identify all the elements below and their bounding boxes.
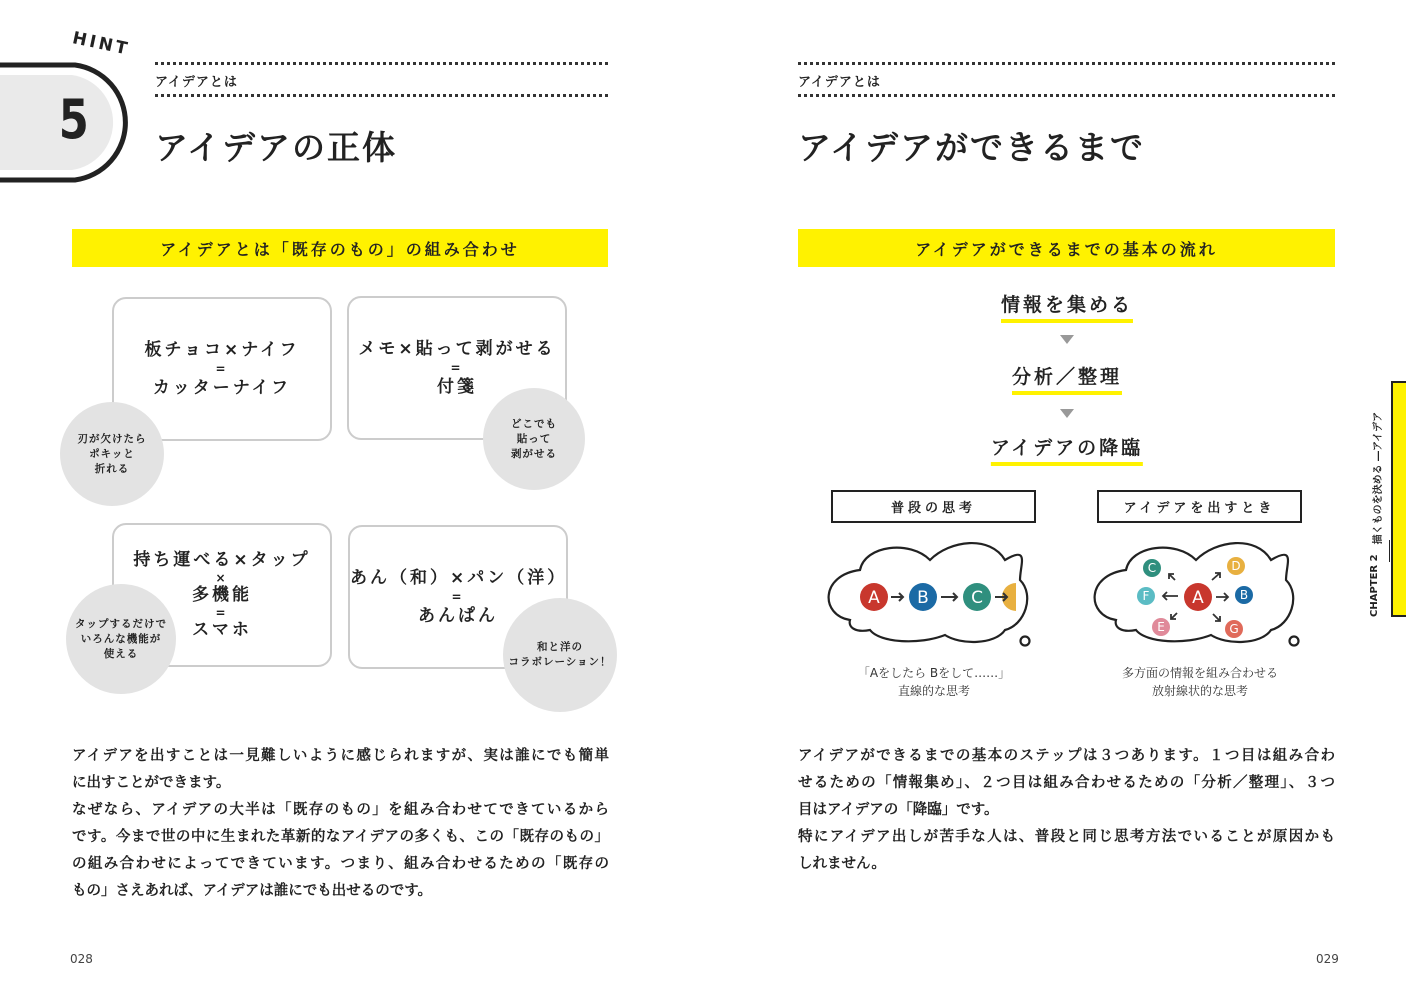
svg-text:E: E (1157, 620, 1165, 634)
speech-bubble: どこでも 貼って 剥がせる (483, 388, 585, 490)
speech-bubble: 刃が欠けたら ポキッと 折れる (60, 402, 164, 506)
card-line: 付箋 (437, 377, 477, 397)
node-C (963, 583, 991, 611)
card-line: = (451, 590, 465, 604)
normal-thinking-heading: 普段の思考 (831, 490, 1036, 523)
chapter-title: 描くものを決める ―アイデア (1373, 411, 1384, 545)
card-line: メモ×貼って剥がせる (358, 339, 556, 359)
card-line: 板チョコ×ナイフ (144, 340, 300, 360)
card-line: あん（和）×パン（洋） (350, 568, 568, 588)
svg-text:A: A (868, 588, 880, 608)
chapter-tab (1391, 381, 1406, 617)
divider (1389, 540, 1390, 562)
flow-step: 分析／整理 (1012, 362, 1122, 395)
section-label: アイデアとは (798, 75, 881, 90)
divider (798, 62, 1335, 65)
page-title: アイデアの正体 (155, 128, 398, 167)
divider (155, 94, 608, 97)
idea-thinking-caption: 多方面の情報を組み合わせる 放射線状的な思考 (1121, 666, 1279, 698)
divider (798, 94, 1335, 97)
node-A (1184, 583, 1212, 611)
node-diagram (820, 535, 1320, 650)
chapter-label: CHAPTER 2 (1369, 554, 1380, 617)
hint-label: HINT (70, 28, 132, 60)
svg-text:C: C (971, 588, 983, 608)
side-tab-label (1369, 412, 1384, 617)
section-banner: アイデアとは「既存のもの」の組み合わせ (72, 229, 608, 267)
body-text: アイデアを出すことは一見難しいように感じられますが、実は誰にでも簡単 に出すことができます。 なぜなら、アイデアの大半は「既存のもの」を組み合わせてできているから です。今まで世の中に生まれた革新的なアイデアの多くも、この「既存のもの」 の組み合わせによってできています。つまり、組み合わせるための「既存の もの」さえあれば、アイデアは誰にでも出せるのです。 (72, 748, 609, 899)
node-B (909, 583, 937, 611)
card-line: あんぱん (418, 606, 498, 626)
down-arrow-icon (1060, 335, 1074, 344)
card-line: = (215, 362, 229, 376)
speech-bubble: タップするだけで いろんな機能が 使える (66, 584, 176, 694)
page-number: 028 (70, 952, 93, 966)
card-line: 持ち運べる×タップ (133, 549, 311, 570)
svg-text:G: G (1229, 622, 1239, 636)
svg-text:B: B (917, 588, 929, 608)
card-line: = (450, 361, 464, 375)
section-label: アイデアとは (155, 75, 238, 90)
idea-thinking-heading: アイデアを出すとき (1097, 490, 1302, 523)
divider (155, 62, 608, 65)
page-number: 029 (1316, 952, 1339, 966)
svg-text:A: A (1192, 588, 1204, 608)
node-A (860, 583, 888, 611)
card-line: スマホ (192, 619, 252, 640)
svg-text:C: C (1147, 561, 1157, 575)
flow-step: 情報を集める (1001, 290, 1133, 323)
hint-number: 5 (58, 88, 89, 151)
card-line: 多機能 (192, 584, 252, 605)
speech-bubble: 和と洋の コラボレーション！ (503, 598, 617, 712)
down-arrow-icon (1060, 409, 1074, 418)
svg-text:F: F (1142, 589, 1150, 603)
page-title: アイデアができるまで (798, 128, 1146, 167)
svg-text:B: B (1239, 588, 1249, 602)
card-line: = (215, 605, 229, 620)
svg-text:D: D (1231, 559, 1241, 573)
flow-step: アイデアの降臨 (991, 433, 1143, 466)
card-line: カッターナイフ (152, 378, 292, 398)
body-text: アイデアができるまでの基本のステップは３つあります。１つ目は組み合わ せるための「情報集め」、２つ目は組み合わせるための「分析／整理」、３つ 目はアイデアの「降臨」です。 特にアイデア出しが苦手な人は、普段と同じ思考方法でいることが原因かも しれません。 (798, 748, 1335, 872)
normal-thinking-caption: 「Aをしたら Bをして……」 直線的な思考 (857, 666, 1011, 698)
card-line: × (215, 570, 229, 585)
section-banner: アイデアができるまでの基本の流れ (798, 229, 1335, 267)
